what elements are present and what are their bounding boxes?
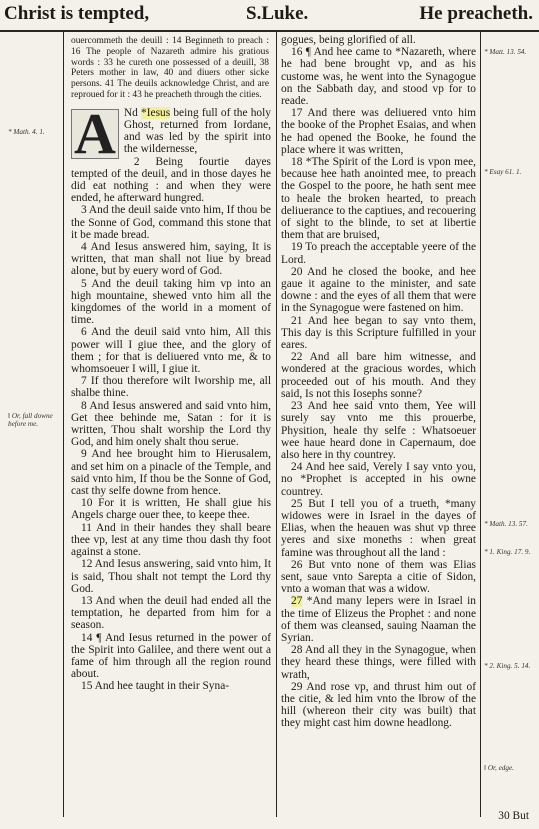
verse: 13 And when the deuil had ended all the temptation, he departed from him for a season. xyxy=(71,594,271,632)
right-column xyxy=(281,34,476,730)
verse: 6 And the deuil said vnto him, All this power will I giue thee, and the glory of them ; for that is deliuered vnto me, & to whomsoeuer I will, I giue it. xyxy=(71,326,271,376)
column-divider xyxy=(276,32,277,817)
verse: 16 ¶ And hee came to *Nazareth, where he had bene brought vp, and as his custome was, he went into the Synagogue on the Sabbath day, and stood vp for to reade. xyxy=(281,46,476,108)
verse-1-start: Nd xyxy=(123,106,138,119)
verse: 10 For it is written, He shall giue his Angels charge ouer thee, to keepe thee. xyxy=(71,497,271,522)
right-margin-rule xyxy=(480,32,481,817)
verse: 8 And Iesus answered and said vnto him, Get thee behinde me, Satan : for it is written, Thou shalt worship the Lord thy God, and him onely shalt thou serue. xyxy=(71,399,271,449)
highlighted-verse-number: 27 xyxy=(291,595,303,608)
verse: 23 And hee said vnto them, Yee will surely say vnto me this prouerbe, Physition, heale thy selfe : Whatsoeuer wee haue heard done in Capernaum, doe also here in thy countrey. xyxy=(281,400,476,461)
verse: 26 But vnto none of them was Elias sent, saue vnto Sarepta a citie of Sidon, vnto a woman that was a widow. xyxy=(281,558,476,596)
left-margin-rule xyxy=(63,32,64,817)
verse: 29 And rose vp, and thrust him out of the citie, & led him vnto the ‖brow of the hill (whereon their city was built) that they might cast him downe headlong. xyxy=(281,680,476,730)
verse: 9 And hee brought him to Hierusalem, and set him on a pinacle of the Temple, and said vnto him, If thou be the Sonne of God, cast thy selfe downe from hence. xyxy=(71,448,271,498)
verse: 11 And in their handes they shall beare thee vp, lest at any time thou dash thy foot against a stone. xyxy=(71,521,271,559)
verse: 14 ¶ And Iesus returned in the power of the Spirit into Galilee, and there went out a fame of him through all the region round about. xyxy=(71,631,271,681)
highlighted-reference: *Iesus xyxy=(141,106,171,119)
verse: 25 But I tell you of a trueth, *many widowes were in Israel in the dayes of Elias, when the heauen was shut vp three yeres and sixe moneths : when great famine was throughout all the land : xyxy=(281,497,476,559)
verse: 24 And hee said, Verely I say vnto you, no *Prophet is accepted in his owne countrey. xyxy=(281,461,476,498)
margin-note-2-king: * 2. King. 5. 14. xyxy=(484,662,531,670)
verse: gogues, being glorified of all. xyxy=(281,34,416,46)
verse: 12 And Iesus answering, said vnto him, It is said, Thou shalt not tempt the Lord thy God. xyxy=(71,558,271,595)
verse: 5 And the deuil taking him vp into an high mountaine, shewed vnto him all the kingdomes of the world in a moment of time. xyxy=(71,277,271,327)
dropcap-letter: A xyxy=(71,109,119,159)
verse: 7 If thou therefore wilt ‖worship me, all shalbe thine. xyxy=(71,375,271,400)
margin-note-math-13-57: * Math. 13. 57. xyxy=(484,520,528,528)
verse: 21 And hee began to say vnto them, This day is this Scripture fulfilled in your eares. xyxy=(281,314,476,352)
verse: 17 And there was deliuered vnto him the booke of the Prophet Esaias, and when he had opened the Booke, he found the place where it was written, xyxy=(281,107,476,156)
left-column xyxy=(71,36,271,693)
margin-note-1-king: * 1. King. 17. 9. xyxy=(484,548,531,556)
verse: 18 *The Spirit of the Lord is vpon mee, because hee hath anointed mee, to preach the Gospel to the poore, he hath sent mee to heale the broken hearted, to preach deliuerance to the captiues, and recouering of sight to the blinde, to set at libertie them that are bruised, xyxy=(281,156,476,242)
running-head-book: S.Luke. xyxy=(246,3,309,24)
verse: 20 And he closed the booke, and hee gaue it againe to the minister, and sate downe : and the eyes of all them that were in the Synagogue were fastened on him. xyxy=(281,265,476,315)
chapter-summary xyxy=(71,36,269,101)
margin-note-or-fall-downe: ‖ Or, fall downe before me. xyxy=(8,412,53,428)
verse-1-rest: being full of the holy Ghost, returned from Iordane, and was led by the spirit into the wildernesse, xyxy=(123,106,271,156)
margin-note-math-4: * Math. 4. 1. xyxy=(8,128,45,136)
verse: 3 And the deuil saide vnto him, If thou be the Sonne of God, command this stone that it be made bread. xyxy=(71,204,271,241)
verse: 4 And Iesus answered him, saying, It is written, that man shall not liue by bread alone, but by euery word of God. xyxy=(71,241,271,278)
running-head-left: Christ is tempted, xyxy=(4,3,150,24)
verse: 19 To preach the acceptable yeere of the Lord. xyxy=(281,241,476,266)
verse: 22 And all bare him witnesse, and wondered at the gracious wordes, which proceeded out of his mouth. And they said, Is not this Iosephs sonne? xyxy=(281,351,476,400)
verse-1 xyxy=(71,100,271,166)
verse-27 xyxy=(281,595,476,644)
verse: 15 And hee taught in their Syna- xyxy=(81,680,230,693)
chapter-summary-text: ouercommeth the deuill : 14 Beginneth to preach : 16 The people of Nazareth admire his gratious words : 33 he cureth one possessed of a deuill, 38 Peters mother in law, 40 and diuers other sicke persons. 41 The deuils acknowledge Christ, and are reproued for it : 43 he preacheth through the cities. xyxy=(71,36,269,100)
verse: 2 Being fourtie dayes tempted of the deuil, and in those dayes he did eat nothing : and when they were ended, he afterward hungred. xyxy=(71,155,271,205)
margin-note-esay-61: * Esay 61. 1. xyxy=(484,168,522,176)
catchword: 30 But xyxy=(498,810,529,822)
margin-note-matt-13-54: * Matt. 13. 54. xyxy=(484,48,527,56)
running-head-right: He preacheth. xyxy=(419,3,533,24)
verse-27-text: *And many lepers were in Israel in the time of Elizeus the Prophet : and none of them was cleansed, sauing Naaman the Syrian. xyxy=(281,595,476,644)
margin-note-or-edge: ‖ Or, edge. xyxy=(484,764,514,772)
verse: 28 And all they in the Synagogue, when they heard these things, were filled with wrath, xyxy=(281,644,476,681)
header-rule xyxy=(0,30,539,32)
